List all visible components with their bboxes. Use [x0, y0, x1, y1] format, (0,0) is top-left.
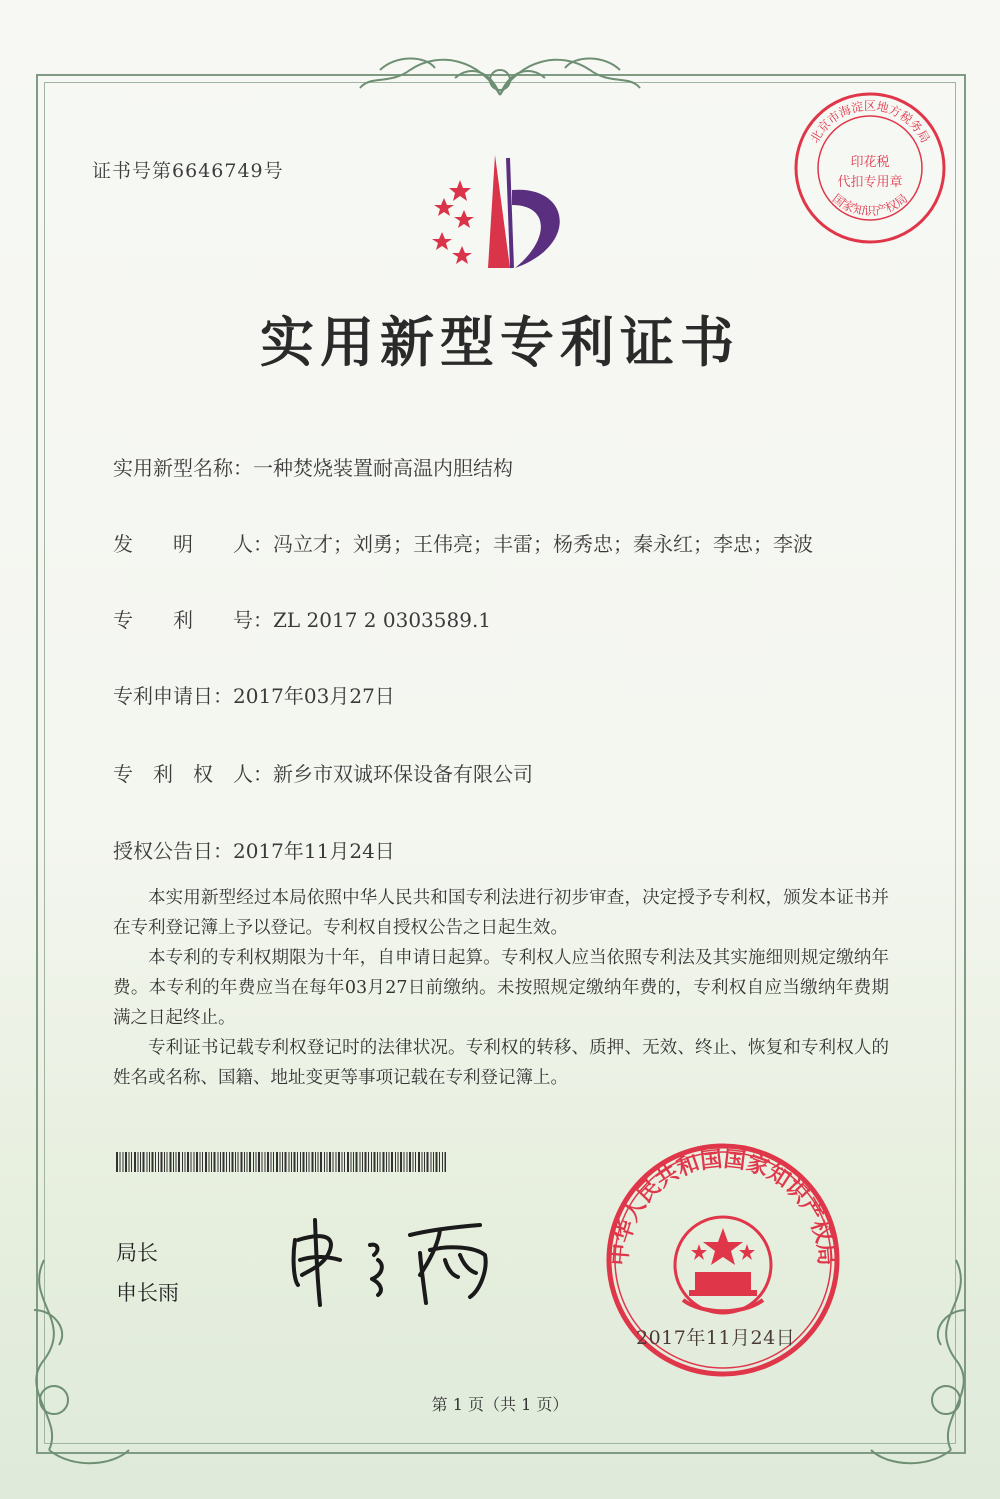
field-patentee	[113, 758, 533, 787]
certificate-title: 实用新型专利证书	[260, 310, 740, 374]
paragraph-term: 本专利的专利权期限为十年，自申请日起算。专利权人应当依照专利法及其实施细则规定缴纳年费。本专利的年费应当在每年03月27日前缴纳。未按照规定缴纳年费的，专利权自应当缴纳年费期满之日起终止。	[113, 948, 889, 1028]
top-ornament-icon	[340, 40, 660, 110]
paragraph-legal-status: 专利证书记载专利权登记时的法律状况。专利权的转移、质押、无效、终止、恢复和专利权人的姓名或名称、国籍、地址变更等事项记载在专利登记簿上。	[113, 1038, 889, 1088]
field-value: 一种焚烧装置耐高温内胆结构	[253, 456, 513, 480]
field-value: 冯立才；刘勇；王伟亮；丰雷；杨秀忠；秦永红；李忠；李波	[273, 532, 813, 556]
national-emblem-icon	[675, 1217, 771, 1313]
barcode	[116, 1152, 446, 1172]
field-patent-number	[113, 604, 491, 633]
svg-text:北京市海淀区地方税务局	[808, 98, 933, 145]
paragraph-examination: 本实用新型经过本局依照中华人民共和国专利法进行初步审查，决定授予专利权，颁发本证书并在专利登记簿上予以登记。专利权自授权公告之日起生效。	[113, 888, 889, 938]
field-label: 实用新型名称：	[113, 456, 253, 480]
field-label: 专 利 权 人：	[113, 762, 273, 786]
body-text	[113, 883, 889, 1093]
field-label: 发 明 人：	[113, 532, 273, 556]
field-label: 授权公告日：	[113, 839, 233, 863]
director-name: 申长雨	[116, 1281, 179, 1305]
field-utility-model-name	[113, 452, 513, 481]
tax-seal-ring-text: 北京市海淀区地方税务局	[807, 99, 933, 146]
field-label: 专 利 号：	[113, 608, 273, 632]
director-title: 局长	[116, 1241, 158, 1265]
certificate-number: 证书号第6646749号	[92, 160, 284, 182]
field-grant-date	[113, 835, 395, 864]
patent-office-logo-icon	[420, 150, 590, 275]
tax-seal-stamp	[790, 88, 950, 248]
bottom-right-ornament-icon	[856, 1250, 986, 1480]
field-application-date	[113, 680, 395, 709]
page-number: 第 1 页（共 1 页）	[431, 1395, 569, 1414]
director-signature	[280, 1205, 520, 1315]
tax-seal-center-line2: 代扣专用章	[837, 175, 903, 190]
field-value: ZL 2017 2 0303589.1	[273, 608, 492, 632]
official-seal-ring-text: 中华人民共和国国家知识产权局	[607, 1147, 839, 1267]
field-label: 专利申请日：	[113, 684, 233, 708]
field-value: 2017年11月24日	[233, 839, 395, 863]
seal-date: 2017年11月24日	[636, 1327, 796, 1349]
tax-seal-center-line1: 印花税	[850, 155, 890, 170]
field-inventors	[113, 528, 813, 557]
tax-seal-bottom-text: 国家知识产权局	[829, 191, 911, 219]
field-value: 新乡市双诚环保设备有限公司	[273, 762, 533, 786]
svg-text:国家知识产权局	[830, 191, 910, 218]
field-value: 2017年03月27日	[233, 684, 395, 708]
